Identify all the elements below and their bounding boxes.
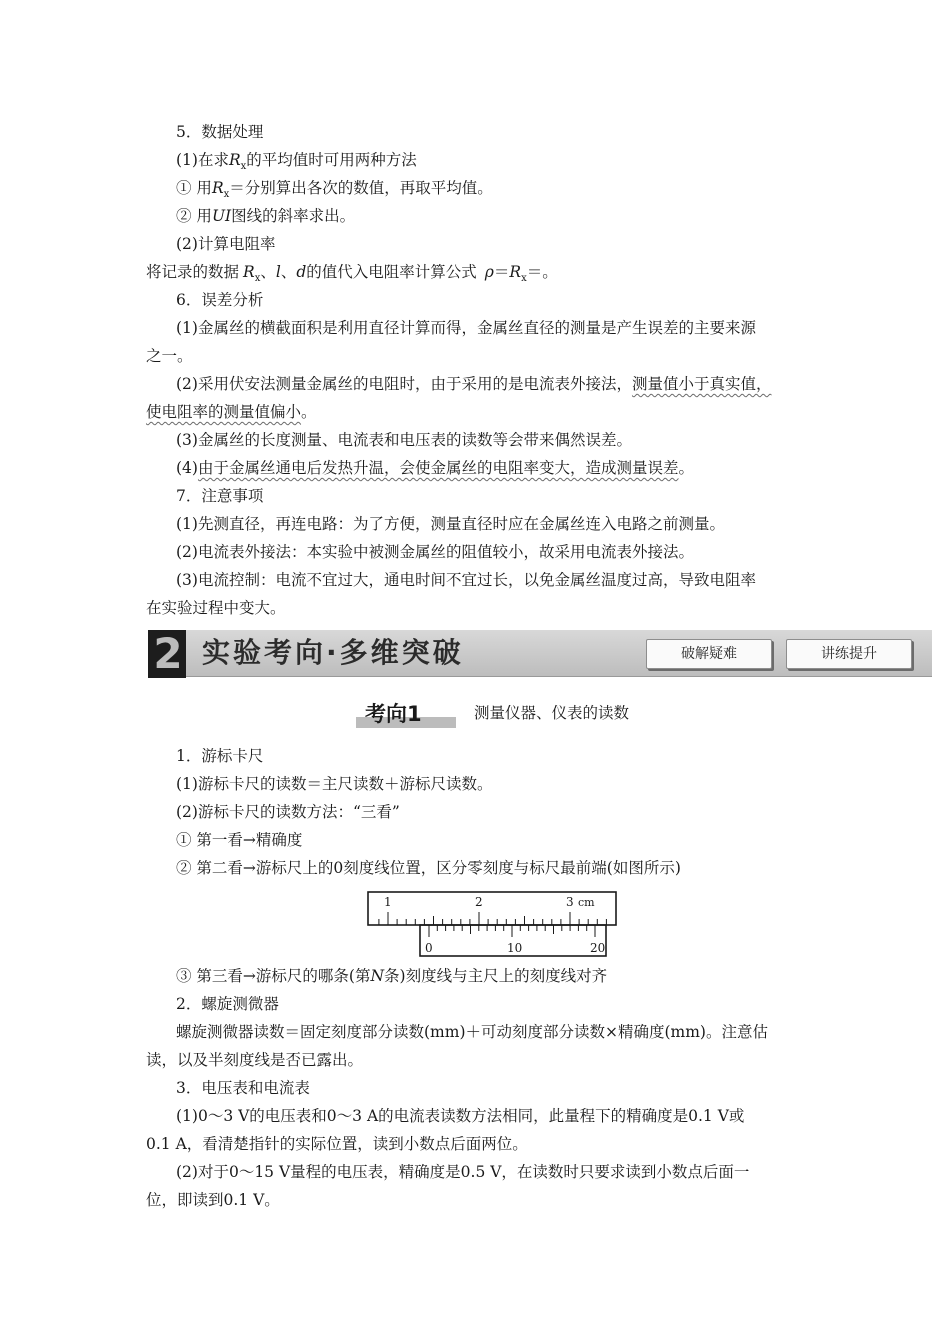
main-label-1: 1 [384, 895, 392, 909]
section-banner [146, 628, 932, 680]
vernier-label-0: 0 [425, 941, 433, 955]
meters-heading: 3．电压表和电流表 [176, 1079, 310, 1097]
meters-line-4: 位，即读到0.1 V。 [146, 1191, 280, 1209]
error-3: (3)金属丝的长度测量、电流表和电压表的读数等会带来偶然误差。 [176, 431, 632, 449]
kaoxiang-label-text: 考向1 [365, 702, 422, 726]
section-5-heading: 5．数据处理 [176, 123, 264, 141]
vernier-label-20: 20 [590, 941, 606, 955]
error-1-line-1: (1)金属丝的横截面积是利用直径计算而得，金属丝直径的测量是产生误差的主要来源 [176, 319, 756, 337]
note-3-line-2: 在实验过程中变大。 [146, 599, 286, 617]
vernier-label-10: 10 [507, 941, 523, 955]
meters-line-1: (1)0～3 V的电压表和0～3 A的电流表读数方法相同，此量程下的精确度是0.1 V或 [176, 1107, 745, 1125]
note-2: (2)电流表外接法：本实验中被测金属丝的阻值较小，故采用电流表外接法。 [176, 543, 694, 561]
banner-title: 实验考向·多维突破 [202, 636, 464, 669]
crack-difficulties-button[interactable]: 破解疑难 [646, 639, 772, 669]
vernier-heading: 1．游标卡尺 [176, 747, 264, 765]
vernier-line-1: (1)游标卡尺的读数＝主尺读数＋游标尺读数。 [176, 775, 493, 793]
section-5-line-4: (2)计算电阻率 [176, 235, 276, 253]
error-2-line-2: 使电阻率的测量值偏小。 [146, 403, 317, 421]
vernier-caliper-diagram [366, 890, 618, 960]
error-4: (4)由于金属丝通电后发热升温，会使金属丝的电阻率变大，造成测量误差。 [176, 459, 694, 477]
vernier-line-4: ② 第二看→游标尺上的0刻度线位置，区分零刻度与标尺最前端(如图所示) [176, 859, 681, 877]
section-5-line-2: ① 用$R_x=$分别算出各次的数值，再取平均值。 [176, 179, 493, 201]
meters-line-3: (2)对于0～15 V量程的电压表，精确度是0.5 V，在读数时只要求读到小数点后面一 [176, 1163, 750, 1181]
note-1: (1)先测直径，再连电路：为了方便，测量直径时应在金属丝连入电路之前测量。 [176, 515, 725, 533]
micrometer-heading: 2．螺旋测微器 [176, 995, 279, 1013]
section-5-line-5: 将记录的数据 $R_x$、l、d的值代入电阻率计算公式 $\rho=R_x=$。 [146, 263, 558, 285]
practice-improve-button[interactable]: 讲练提升 [786, 639, 912, 669]
vernier-caliper-figure [366, 890, 618, 960]
note-3-line-1: (3)电流控制：电流不宜过大，通电时间不宜过长，以免金属丝温度过高，导致电阻率 [176, 571, 756, 589]
micrometer-line-2: 读，以及半刻度线是否已露出。 [146, 1051, 364, 1069]
section-7-heading: 7．注意事项 [176, 487, 264, 505]
vernier-line-3: ① 第一看→精确度 [176, 831, 303, 849]
section-6-heading: 6．误差分析 [176, 291, 264, 309]
kaoxiang-subtitle: 测量仪器、仪表的读数 [474, 704, 630, 722]
kaoxiang-label [356, 702, 456, 726]
main-label-2: 2 [475, 895, 483, 909]
section-5-line-3: ② 用UI图线的斜率求出。 [176, 207, 356, 225]
vernier-line-5: ③ 第三看→游标尺的哪条(第N条)刻度线与主尺上的刻度线对齐 [176, 967, 608, 985]
meters-line-2: 0.1 A，看清楚指针的实际位置，读到小数点后面两位。 [146, 1135, 528, 1153]
banner-number: 2 [153, 629, 181, 678]
main-label-3: 3 [566, 895, 574, 909]
error-1-line-2: 之一。 [146, 347, 193, 365]
section-5-line-1: (1)在求$R_x$的平均值时可用两种方法 [176, 151, 417, 173]
error-2-line-1: (2)采用伏安法测量金属丝的电阻时，由于采用的是电流表外接法，测量值小于真实值， [176, 375, 772, 393]
vernier-line-2: (2)游标卡尺的读数方法：“三看” [176, 803, 400, 821]
micrometer-line-1: 螺旋测微器读数＝固定刻度部分读数(mm)＋可动刻度部分读数×精确度(mm)。注意估 [176, 1023, 768, 1041]
main-unit-label: cm [578, 896, 595, 909]
banner-number-box [148, 630, 186, 678]
